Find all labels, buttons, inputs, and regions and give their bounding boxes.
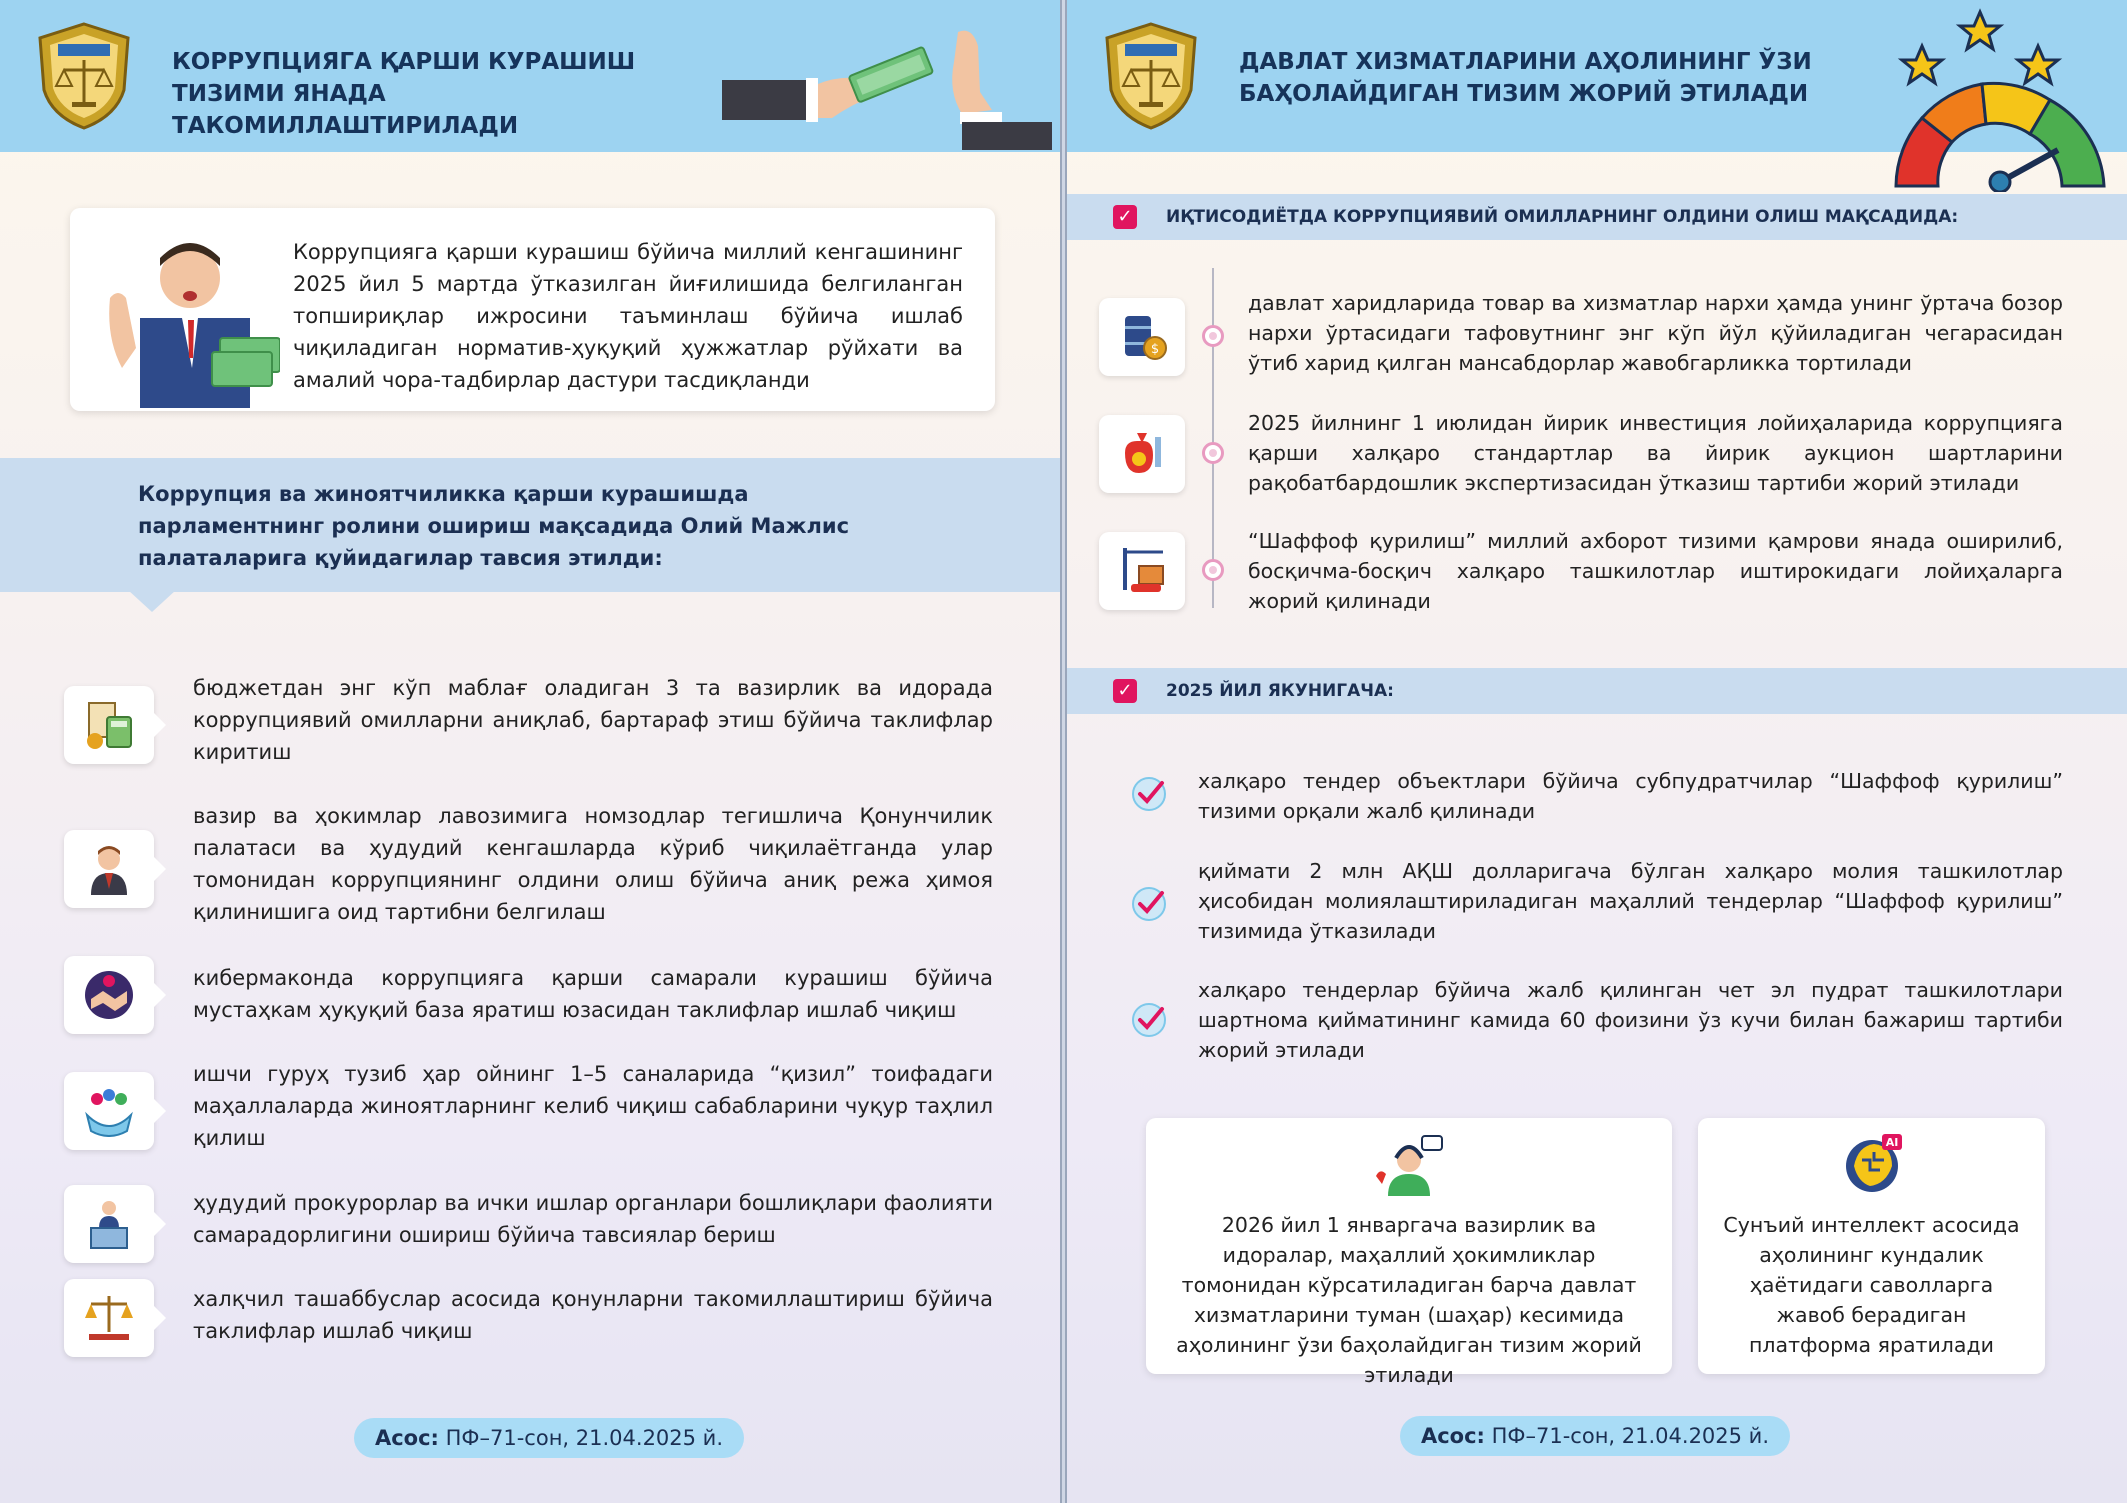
- prevention-text: “Шаффоф қурилиш” миллий ахборот тизими қамрови янада оширилиб, босқичма-босқич халқаро ташкилотлар иштирокидаги лойиҳаларга жорий қилинади: [1248, 529, 2063, 613]
- deadline-text: қиймати 2 млн АҚШ долларигача бўлган халқаро молия ташкилотлар ҳисобидан молиялаштириладиган маҳаллий тендерлар “Шаффоф қурилиш” тизимида ўтказилади: [1198, 859, 2063, 943]
- deadline-text: халқаро тендерлар бўйича жалб қилинган чет эл пудрат ташкилотлари шартнома қийматининг камида 60 фоизини ўз кучи билан бажариш тартиби жорий этилади: [1198, 978, 2063, 1062]
- timeline-marker: [1202, 559, 1224, 581]
- recommendation-heading: Коррупция ва жиноятчиликка қарши курашишда парламентнинг ролини ошириш мақсадида Олий Мажлис палаталарига қуйидагилар тавсия этилди:: [138, 482, 850, 570]
- timeline-marker: [1202, 442, 1224, 464]
- left-page-title: КОРРУПЦИЯГА ҚАРШИ КУРАШИШ ТИЗИМИ ЯНАДА ТАКОМИЛЛАШТИРИЛАДИ: [172, 49, 636, 139]
- svg-text:$: $: [1150, 342, 1160, 357]
- source-reference: [354, 1418, 744, 1458]
- timeline-line: [1212, 268, 1214, 608]
- budget-calculator-icon: [64, 686, 154, 764]
- ai-platform-text: Сунъий интеллект асосида аҳолининг кундалик ҳаётидаги саволларга жавоб берадиган платформа яратилади: [1723, 1213, 2020, 1357]
- recommendation-text: вазир ва ҳокимлар лавозимига номзодлар тегишлича Қонунчилик палатаси ва ҳудудий кенгашларда кўриб чиқилаётганда улар томонидан коррупциянинг олдини олиш бўйича аниқ режа ҳимоя қилинишига оид тартибни белгилаш: [193, 804, 993, 924]
- intro-text: Коррупцияга қарши курашиш бўйича миллий кенгашининг 2025 йил 5 мартда ўтказилган йиғилишида белгиланган топшириқлар ижросини таъминлаш бўйича ишлаб чиқиладиган норматив-ҳуқуқий ҳужжатлар рўйхати ва амалий чора-тадбирлар дастури тасдиқланди: [293, 240, 963, 392]
- community-hands-icon: [64, 1072, 154, 1150]
- section-deadline-label: 2025 ЙИЛ ЯКУНИГАЧА:: [1166, 681, 1394, 701]
- ministry-emblem-icon: [32, 20, 136, 132]
- recommendation-text: ишчи гуруҳ тузиб ҳар ойнинг 1–5 саналарида “қизил” тоифадаги маҳаллаларда жиноятларнинг келиб чиқиш сабабларини чуқур таҳлил қилиш: [193, 1062, 993, 1150]
- oil-barrel-coin-icon: [1099, 298, 1185, 376]
- recommendation-text: халқчил ташаббуслар асосида қонунларни такомиллаштириш бўйича таклифлар ишлаб чиқиш: [193, 1287, 993, 1343]
- source-value: ПФ–71-сон, 21.04.2025 й.: [438, 1426, 724, 1450]
- left-header: [0, 0, 1060, 152]
- ai-platform-card: [1698, 1118, 2045, 1374]
- checkmark-icon: [1130, 885, 1168, 923]
- right-page-title: ДАВЛАТ ХИЗМАТЛАРИНИ АҲОЛИНИНГ ЎЗИ БАҲОЛАЙДИГАН ТИЗИМ ЖОРИЙ ЭТИЛАДИ: [1239, 49, 1812, 107]
- right-infographic-page: [1067, 0, 2127, 1503]
- source-label: Асос:: [1420, 1424, 1485, 1448]
- evaluation-system-card: [1146, 1118, 1672, 1387]
- checkmark-icon: [1130, 775, 1168, 813]
- right-header: [1067, 0, 2127, 152]
- ai-badge: AI: [1885, 1136, 1899, 1149]
- intro-card: [70, 208, 995, 411]
- section-deadline-band: [1067, 668, 2127, 714]
- band-pointer: [128, 590, 176, 612]
- checkbox-icon: ✓: [1113, 679, 1137, 703]
- recommendation-text: ҳудудий прокурорлар ва ички ишлар органлари бошлиқлари фаолияти самарадорлигини ошириш бўйича тавсиялар бериш: [193, 1191, 993, 1247]
- evaluation-system-text: 2026 йил 1 январгача вазирлик ва идоралар, маҳаллий ҳокимликлар томонидан кўрсатиладиган барча давлат хизматларини туман (шаҳар) кесимида аҳолининг ўзи баҳолайдиган тизим жорий этилади: [1176, 1213, 1642, 1387]
- deadline-text: халқаро тендер объектлари бўйича субпудратчилар “Шаффоф қурилиш” тизими орқали жалб қилинади: [1198, 769, 2063, 823]
- handshake-cyber-icon: [64, 956, 154, 1034]
- official-person-icon: [64, 830, 154, 908]
- timeline-marker: [1202, 325, 1224, 347]
- rating-gauge-stars-icon: [1882, 6, 2122, 192]
- ministry-emblem-icon: [1099, 20, 1203, 132]
- justice-scales-icon: [64, 1279, 154, 1357]
- checkbox-icon: ✓: [1113, 205, 1137, 229]
- section-prevention-band: [1067, 194, 2127, 240]
- recommendation-text: бюджетдан энг кўп маблағ оладиган 3 та вазирлик ва идорада коррупциявий омилларни аниқлаб, бартараф этиш бўйича таклифлар киритиш: [193, 676, 993, 764]
- refusing-bribe-hands-icon: [722, 22, 1052, 150]
- prosecutor-podium-icon: [64, 1185, 154, 1263]
- source-label: Асос:: [374, 1426, 439, 1450]
- prevention-text: давлат харидларида товар ва хизматлар нархи ҳамда унинг ўртача бозор нархи ўртасидаги тафовутнинг энг кўп йўл қўйиладиган чегарасидан ўтиб харид қилган мансабдорлар жавобгарликка тортилади: [1248, 291, 2063, 375]
- section-prevention-label: ИҚТИСОДИЁТДА КОРРУПЦИЯВИЙ ОМИЛЛАРНИНГ ОЛДИНИ ОЛИШ МАҚСАДИДА:: [1166, 207, 1959, 227]
- page-divider: [1060, 0, 1067, 1503]
- call-center-agent-icon: [1374, 1132, 1444, 1196]
- source-reference: [1400, 1416, 1790, 1456]
- recommendation-text: кибермаконда коррупцияга қарши самарали курашиш бўйича мустаҳкам ҳуқуқий база яратиш юзасидан таклифлар ишлаб чиқиш: [193, 966, 993, 1022]
- checkmark-icon: [1130, 1001, 1168, 1039]
- investment-bag-icon: [1099, 415, 1185, 493]
- source-value: ПФ–71-сон, 21.04.2025 й.: [1484, 1424, 1770, 1448]
- prevention-text: 2025 йилнинг 1 июлидан йирик инвестиция лойиҳаларида коррупцияга қарши халқаро стандартлар ва йирик аукцион шартларини рақобатбардошлик экспертизасидан ўтказиш тартиби жорий этилади: [1248, 411, 2063, 495]
- ai-head-icon: [1840, 1132, 1904, 1196]
- construction-crane-icon: [1099, 532, 1185, 610]
- businessman-stop-gesture-icon: [100, 218, 280, 408]
- left-infographic-page: [0, 0, 1060, 1503]
